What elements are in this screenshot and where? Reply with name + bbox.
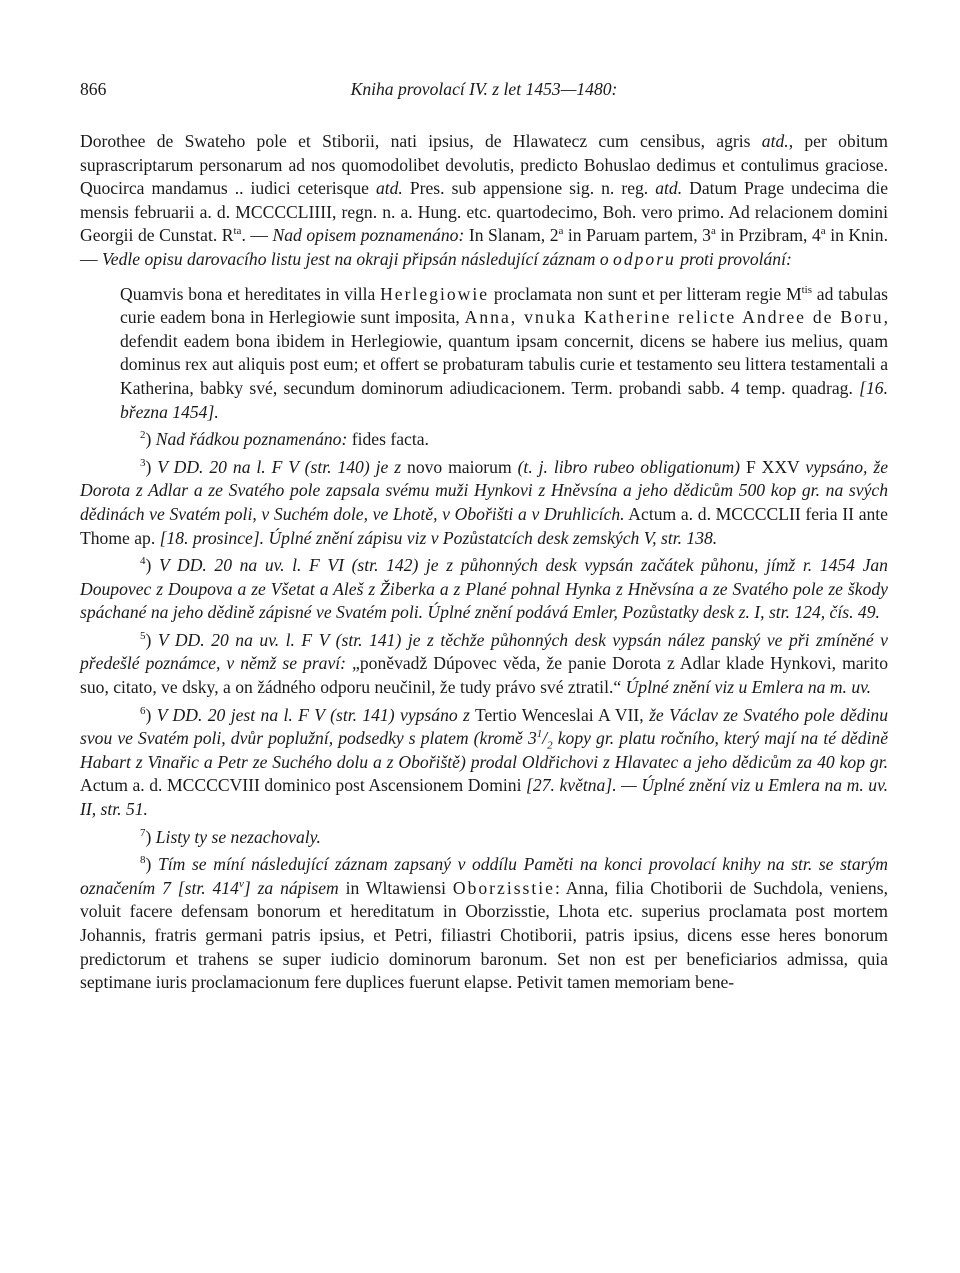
footnote-4: $^4$) V DD. 20 na uv. l. F VI (str. 142) je z půhonných desk vypsán začátek půhonu, jímž r. 1454 Jan Doupovec z Doupova a ze Všetat a Aleš z Žiberka a z Plané pohnal Hynka z Hněvsína a ze Svatého pole ze škody spáchané na jeho dědině zápisné ve Svatém poli. Úplné znění podává Emler, Pozůstatky desk z. I, str. 124, čís. 49.	[80, 555, 888, 623]
footnote-6: $^6$) V DD. 20 jest na l. F V (str. 141) vypsáno z Tertio Wenceslai A VII, že Václav ze Svatého pole dědinu svou ve Svatém poli, dvůr poplužní, podsedky s platem (kromě $3^1/_2$ kopy gr. platu ročního, který mají na té dědině Habart z Vinařic a Petr ze Suchého dolu a z Obořiště) prodal Oldřichovi z Hlavatec a jeho dědicům za 40 kop gr. Actum a. d. MCCCCVIII dominico post Ascensionem Domini [27. května]. — Úplné znění viz u Emlera na m. uv. II, str. 51.	[80, 704, 889, 820]
footnote-7: $^7$) Listy ty se nezachovaly.	[140, 826, 321, 847]
charter-text: Dorothee de Swateho pole et Stiborii, nati ipsius, de Hlawatecz cum censibus, agris atd., per obitum suprascriptarum personarum ad nos quomodolibet devolutis, predicto Bohuslao dedimus et contulimus graciose. Quocirca mandamus .. iudici ceterisque atd. Pres. sub appensione sig. n. reg. atd. Datum Prage undecima die mensis februarii a. d. MCCCCLIIII, regn. n. a. Hung. etc. quartodecimo, Boh. vero primo. Ad relacionem domini Georgii de Cunstat. $R^{ta}$. — Nad opisem poznamenáno: In Slanam, 2$^a$ in Paruam partem, 3$^a$ in Przibram, 4$^a$ in Knin. — Vedle opisu darovacího listu jest na okraji připsán následující záznam o odporu proti provolání:	[80, 131, 889, 269]
page-number: 866	[80, 79, 107, 99]
footnote-5: $^5$) V DD. 20 na uv. l. F V (str. 141) je z těchže půhonných desk vypsán nález panský ve při zmíněné v předešlé poznámce, v němž se praví: „poněvadž Dúpovec věda, že panie Dorota z Adlar klade Hynkovi, marito suo, citato, ve dsky, a on žádného odporu neučinil, že tudy právo své ztratil.“ Úplné znění viz u Emlera na m. uv.	[80, 629, 888, 698]
footnote-8: $^8$) Tím se míní následující záznam zapsaný v oddílu Paměti na konci provolací knihy na str. se starým označením 7 [str. 414$^v$] za nápisem in Wltawiensi Oborzisstie: Anna, filia Chotiborii de Suchdola, veniens, voluit facere defensam bonorum et hereditatum in Oborzisstie, Lhota etc. superius proclamata post mortem Johannis, fratris germani patris ipsius, et Petri, filiastri Chotiborii, patris ipsius, dicens esse heres bonorum predictorum et trahens se super iudicio dominorum baronum. Set non est per beneficiarios admissa, quia septimane iuris proclamacionum fere duplices fuerunt elapse. Petivit tamen memoriam bene-	[80, 854, 888, 993]
footnote-2: $^2$) Nad řádkou poznamenáno: fides facta.	[140, 429, 429, 450]
footnote-3: $^3$) V DD. 20 na l. F V (str. 140) je z novo maiorum (t. j. libro rubeo obligationum) F XXV vypsáno, že Dorota z Adlar a ze Svatého pole zapsala svému muži Hynkovi z Hněvsína a jeho dědicům 500 kop gr. na svých dědinách ve Svatém poli, v Suchém dole, ve Lhotě, v Obořišti a v Druhlicích. Actum a. d. MCCCCLII feria II ante Thome ap. [18. prosince]. Úplné znění zápisu viz v Pozůstatcích desk zemských V, str. 138.	[80, 456, 889, 548]
page-header	[80, 78, 888, 102]
running-title: Kniha provolací IV. z let 1453—1480:	[350, 79, 618, 99]
document-page	[80, 78, 888, 995]
opposition-record: Quamvis bona et hereditates in villa Herlegiowie proclamata non sunt et per litteram regie $M^{tis}$ ad tabulas curie eadem bona in Herlegiowie sunt imposita, Anna, vnuka Katherine relicte Andree de Boru, defendit eadem bona ibidem in Herlegiowie, quantum ipsam concernit, dicens se habere ius melius, quam dominus rex aut aliquis post eum; et offert se probaturam tabulis curie et testamento seu littera testamentali a Katherina, babky své, secundum dominorum adiudicacionem. Term. probandi sabb. 4 temp. quadrag. [16. března 1454].	[120, 283, 888, 422]
